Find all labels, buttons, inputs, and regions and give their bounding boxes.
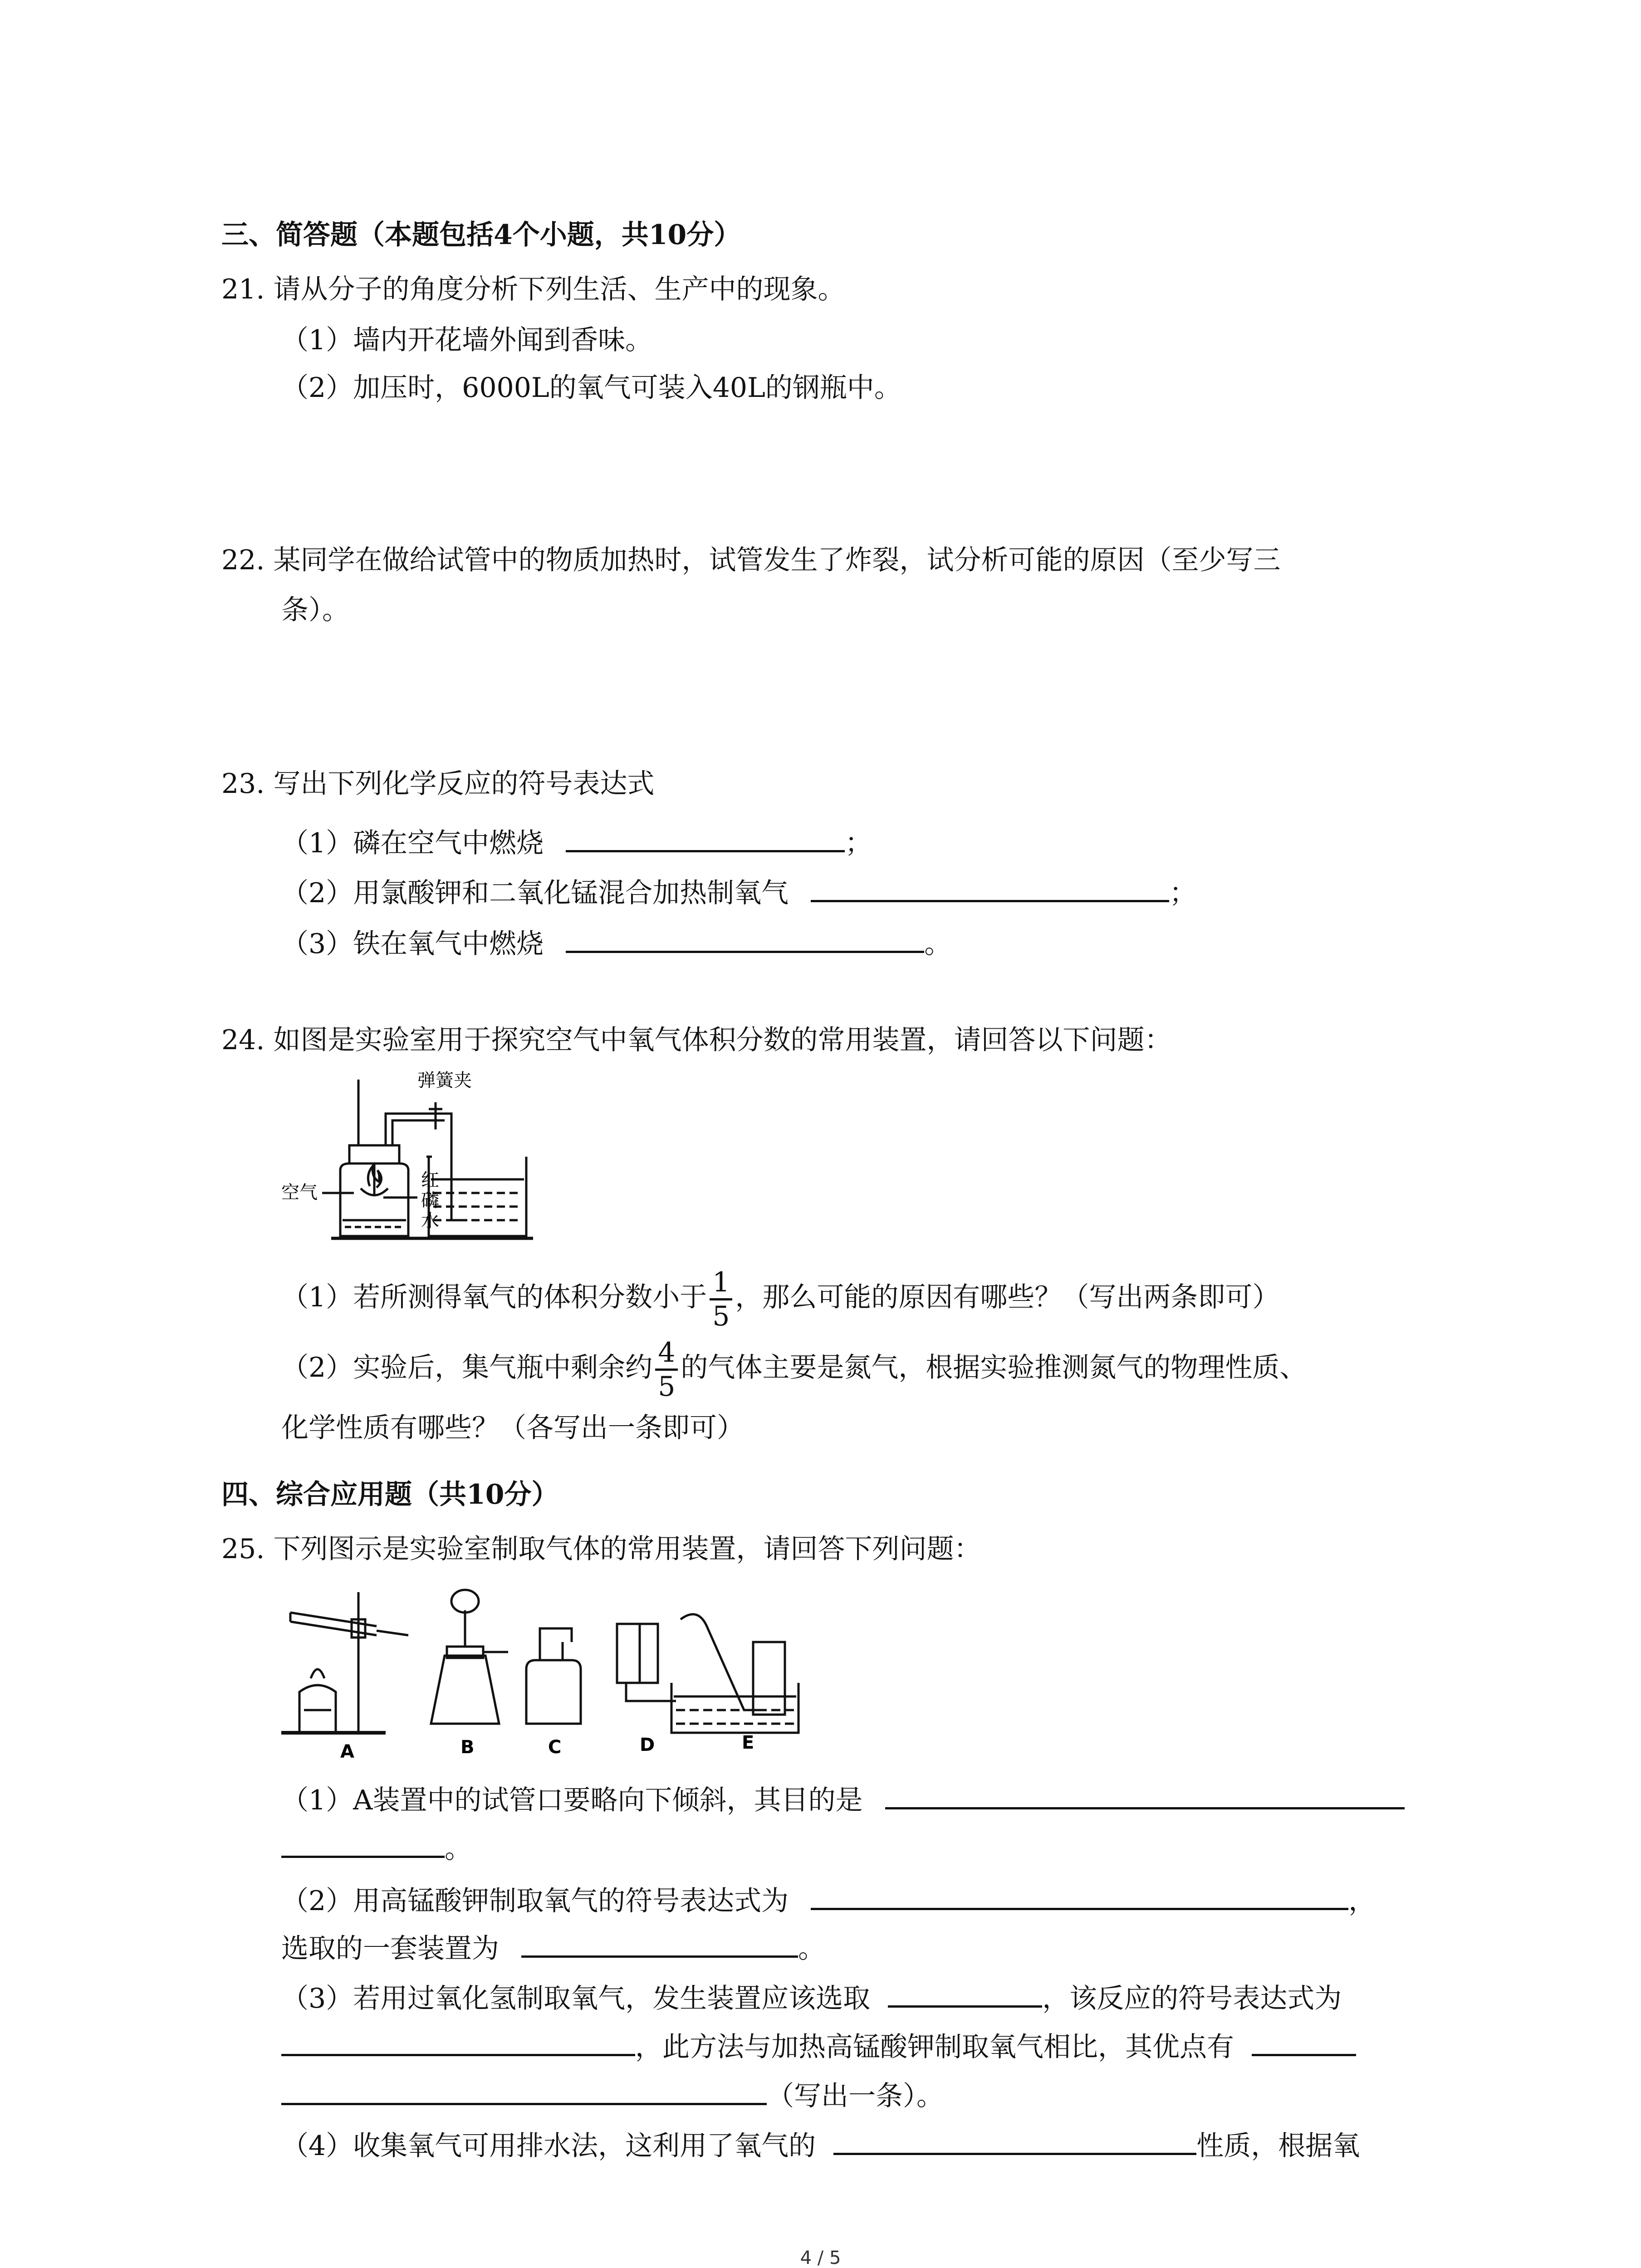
q24-stem: 24. 如图是实验室用于探究空气中氧气体积分数的常用装置，请回答以下问题： bbox=[221, 1024, 1172, 1056]
section4-title: 四、综合应用题（共10分） bbox=[221, 1479, 559, 1510]
q24-part2-line2: 化学性质有哪些？（各写出一条即可） bbox=[281, 1412, 744, 1444]
section3-title: 三、简答题（本题包括4个小题，共10分） bbox=[221, 219, 741, 251]
q23-part3-text: （3）铁在氧气中燃烧 bbox=[281, 928, 544, 960]
fraction-denominator: 5 bbox=[712, 1300, 730, 1332]
q23-part1-text: （1）磷在空气中燃烧 bbox=[281, 827, 544, 859]
q24-part2-post: 的气体主要是氮气，根据实验推测氮气的物理性质、 bbox=[681, 1352, 1307, 1383]
label-apparatus-c: C bbox=[548, 1737, 562, 1758]
q23-part1-end: ； bbox=[845, 827, 872, 859]
label-apparatus-a: A bbox=[340, 1741, 354, 1762]
q25-part2-end: ， bbox=[1348, 1885, 1376, 1917]
fraction-denominator: 5 bbox=[658, 1370, 676, 1403]
label-red: 红 bbox=[421, 1170, 439, 1191]
q23-part1-answer-blank[interactable] bbox=[566, 820, 845, 852]
q22-line2: 条）。 bbox=[281, 594, 349, 626]
q24-part1-pre: （1）若所测得氧气的体积分数小于 bbox=[281, 1281, 707, 1313]
label-apparatus-d: D bbox=[640, 1735, 655, 1755]
q25-part2-line2-end: 。 bbox=[798, 1933, 826, 1965]
label-clamp: 弹簧夹 bbox=[417, 1070, 472, 1091]
label-air: 空气 bbox=[281, 1182, 318, 1203]
q25-part3-line3 bbox=[281, 2073, 944, 2114]
fraction-numerator: 1 bbox=[710, 1266, 732, 1300]
q25-part3-advantage-blank-2[interactable] bbox=[281, 2073, 767, 2105]
q24-part2-pre: （2）实验后，集气瓶中剩余约 bbox=[281, 1352, 653, 1383]
q23-part2-text: （2）用氯酸钾和二氧化锰混合加热制氧气 bbox=[281, 877, 789, 909]
page-number: 4 / 5 bbox=[800, 2248, 841, 2268]
q25-stem: 25. 下列图示是实验室制取气体的常用装置，请回答下列问题： bbox=[221, 1533, 981, 1565]
q24-part2 bbox=[281, 1336, 1307, 1403]
q23-part3-answer-blank[interactable] bbox=[566, 921, 924, 953]
q25-part3-mid: ，该反应的符号表达式为 bbox=[1042, 1983, 1342, 2014]
phosphorus-apparatus-diagram bbox=[272, 1066, 544, 1256]
q23-part3-end: 。 bbox=[924, 928, 952, 960]
q25-part2-line2 bbox=[281, 1926, 825, 1967]
q25-part3-text: （3）若用过氧化氢制取氧气，发生装置应该选取 bbox=[281, 1983, 871, 2014]
q25-part1-end: 。 bbox=[445, 1833, 472, 1865]
q25-part1-answer-blank-2[interactable] bbox=[281, 1826, 445, 1858]
q24-apparatus-figure bbox=[272, 1066, 544, 1256]
q25-part3-equation-blank[interactable] bbox=[281, 2024, 635, 2056]
q25-part1-line2 bbox=[281, 1826, 472, 1867]
q25-part2-answer-blank[interactable] bbox=[811, 1878, 1348, 1910]
q23-part2 bbox=[281, 870, 1196, 911]
q25-part4-property-blank[interactable] bbox=[833, 2123, 1196, 2155]
q25-apparatus-figure bbox=[272, 1574, 839, 1765]
label-apparatus-e: E bbox=[742, 1732, 754, 1753]
q25-part3 bbox=[281, 1975, 1342, 2017]
q25-part2-line2-text: 选取的一套装置为 bbox=[281, 1933, 499, 1965]
fraction-four-fifths bbox=[655, 1337, 678, 1403]
q24-part1 bbox=[281, 1266, 1279, 1332]
q21-part1: （1）墙内开花墙外闻到香味。 bbox=[281, 324, 653, 356]
q25-part3-apparatus-blank[interactable] bbox=[888, 1975, 1042, 2008]
q21-part2: （2）加压时，6000L的氧气可装入40L的钢瓶中。 bbox=[281, 372, 901, 404]
q25-part2-text: （2）用高锰酸钾制取氧气的符号表达式为 bbox=[281, 1885, 789, 1917]
q23-part2-answer-blank[interactable] bbox=[811, 870, 1169, 902]
label-phosphorus: 磷 bbox=[421, 1190, 439, 1211]
q23-part2-end: ； bbox=[1169, 877, 1197, 909]
q25-part3-line2 bbox=[281, 2024, 1356, 2065]
q23-stem: 23. 写出下列化学反应的符号表达式 bbox=[221, 768, 655, 800]
q25-part1 bbox=[281, 1777, 1405, 1818]
q25-part4 bbox=[281, 2123, 1360, 2164]
fraction-one-fifth bbox=[710, 1266, 732, 1332]
q25-part1-answer-blank[interactable] bbox=[885, 1777, 1405, 1809]
gas-apparatus-diagram bbox=[272, 1574, 839, 1765]
label-apparatus-b: B bbox=[460, 1737, 475, 1758]
q22-line1: 22. 某同学在做给试管中的物质加热时，试管发生了炸裂，试分析可能的原因（至少写三 bbox=[221, 544, 1281, 576]
q25-part3-line2-mid: ，此方法与加热高锰酸钾制取氧气相比，其优点有 bbox=[635, 2031, 1234, 2063]
q21-stem: 21. 请从分子的角度分析下列生活、生产中的现象。 bbox=[221, 274, 845, 305]
q25-part3-line3-end: （写出一条）。 bbox=[767, 2080, 944, 2112]
q25-part3-advantage-blank[interactable] bbox=[1252, 2024, 1356, 2056]
label-water: 水 bbox=[421, 1211, 439, 1232]
q24-part1-post: ，那么可能的原因有哪些？（写出两条即可） bbox=[735, 1281, 1280, 1313]
q25-part2-apparatus-blank[interactable] bbox=[521, 1926, 798, 1958]
q25-part4-end: 性质，根据氧 bbox=[1196, 2130, 1360, 2162]
q25-part1-text: （1）A装置中的试管口要略向下倾斜，其目的是 bbox=[281, 1784, 863, 1816]
fraction-numerator: 4 bbox=[655, 1337, 678, 1371]
q23-part1 bbox=[281, 820, 872, 861]
q23-part3 bbox=[281, 921, 951, 962]
q25-part2 bbox=[281, 1878, 1376, 1919]
q25-part4-text: （4）收集氧气可用排水法，这利用了氧气的 bbox=[281, 2130, 816, 2162]
